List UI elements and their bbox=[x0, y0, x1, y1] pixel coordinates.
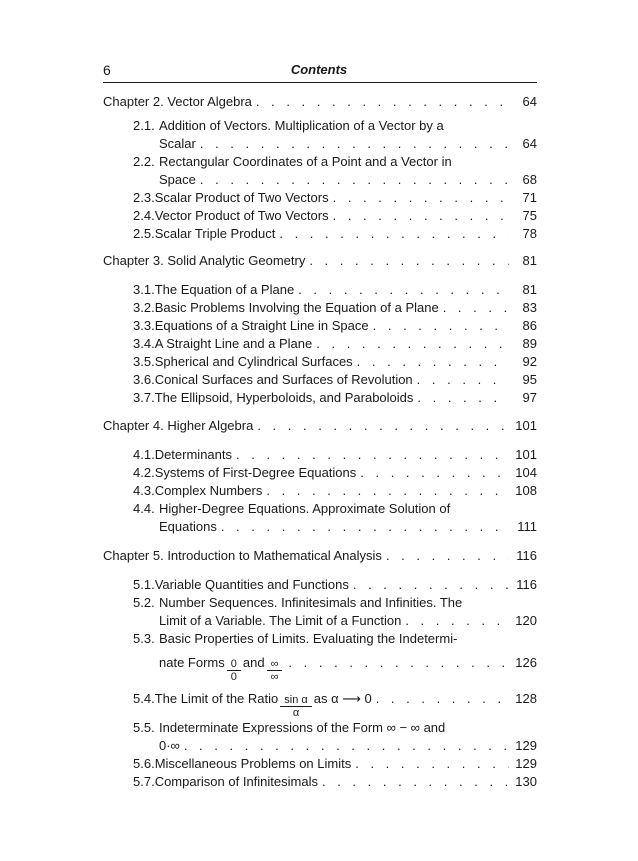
leader-dots bbox=[236, 446, 509, 464]
section-number: 4.2. bbox=[133, 465, 155, 480]
section-title-line1: Number Sequences. Infinitesimals and Infinities. The bbox=[159, 595, 463, 610]
page-ref: 64 bbox=[522, 94, 537, 109]
section-number: 5.2. bbox=[133, 595, 155, 610]
section-5-3[interactable] bbox=[103, 630, 537, 683]
fraction-numerator: sin α bbox=[284, 694, 308, 706]
leader-dots bbox=[355, 755, 509, 773]
section-title: Basic Problems Involving the Equation of a Plane bbox=[154, 300, 439, 315]
section-title-line1: Rectangular Coordinates of a Point and a Vector in bbox=[159, 154, 452, 169]
chapter-4-entry[interactable] bbox=[103, 417, 537, 435]
fraction-denominator: α bbox=[292, 707, 300, 719]
section-title-line1: Basic Properties of Limits. Evaluating the Indetermi- bbox=[159, 631, 458, 646]
page-ref: 86 bbox=[522, 318, 537, 333]
section-3-1[interactable] bbox=[103, 281, 537, 299]
section-4-4[interactable] bbox=[103, 500, 537, 536]
leader-dots bbox=[405, 612, 509, 630]
page-ref: 128 bbox=[515, 691, 537, 706]
section-number: 4.1. bbox=[133, 447, 155, 462]
leader-dots bbox=[333, 207, 509, 225]
chapter-3-block bbox=[103, 252, 537, 407]
section-2-3[interactable] bbox=[103, 189, 537, 207]
page-ref: 75 bbox=[522, 208, 537, 223]
section-number: 2.4. bbox=[133, 208, 155, 223]
leader-dots bbox=[279, 225, 509, 243]
leader-dots bbox=[357, 353, 509, 371]
page-ref: 71 bbox=[522, 190, 537, 205]
leader-dots bbox=[200, 171, 509, 189]
page-ref: 120 bbox=[515, 613, 537, 628]
leader-dots bbox=[322, 773, 509, 791]
section-5-2[interactable] bbox=[103, 594, 537, 630]
page-ref: 64 bbox=[522, 136, 537, 151]
leader-dots bbox=[257, 417, 509, 435]
leader-dots bbox=[376, 683, 509, 715]
page-ref: 126 bbox=[515, 655, 537, 670]
chapter-2-entry[interactable] bbox=[103, 93, 537, 111]
section-5-4[interactable] bbox=[103, 683, 537, 719]
section-3-4[interactable] bbox=[103, 335, 537, 353]
fraction-sin-alpha-over-alpha bbox=[282, 694, 309, 719]
leader-dots bbox=[417, 371, 509, 389]
page-ref: 78 bbox=[522, 226, 537, 241]
section-title-line1: Higher-Degree Equations. Approximate Solution of bbox=[159, 501, 451, 516]
page-number: 6 bbox=[103, 62, 111, 78]
leader-dots bbox=[221, 518, 509, 536]
section-3-5[interactable] bbox=[103, 353, 537, 371]
section-title: Variable Quantities and Functions bbox=[154, 577, 349, 592]
section-number: 2.5. bbox=[133, 226, 155, 241]
chapter-title: Chapter 3. Solid Analytic Geometry bbox=[103, 253, 306, 268]
section-number: 2.3. bbox=[133, 190, 155, 205]
section-5-6[interactable] bbox=[103, 755, 537, 773]
page-ref: 81 bbox=[522, 282, 537, 297]
section-number: 3.5. bbox=[133, 354, 155, 369]
section-3-3[interactable] bbox=[103, 317, 537, 335]
page-ref: 95 bbox=[522, 372, 537, 387]
section-title: Equations of a Straight Line in Space bbox=[154, 318, 369, 333]
section-title-line2: Space bbox=[159, 172, 196, 187]
running-head-title: Contents bbox=[290, 62, 348, 77]
section-5-7[interactable] bbox=[103, 773, 537, 791]
fraction-numerator: 0 bbox=[230, 658, 237, 670]
section-number: 5.7. bbox=[133, 774, 155, 789]
page-ref: 130 bbox=[515, 774, 537, 789]
section-number: 2.2. bbox=[133, 154, 155, 169]
leader-dots bbox=[316, 335, 509, 353]
section-number: 3.4. bbox=[133, 336, 155, 351]
section-title-line2: 0·∞ bbox=[159, 738, 180, 753]
fraction-zero-over-zero bbox=[229, 658, 239, 683]
section-number: 2.1. bbox=[133, 118, 155, 133]
page-ref: 111 bbox=[517, 519, 537, 534]
page-ref: 116 bbox=[516, 577, 537, 592]
section-title-line2: nate Forms bbox=[159, 655, 225, 670]
chapter-title: Chapter 4. Higher Algebra bbox=[103, 418, 254, 433]
page-ref: 129 bbox=[515, 756, 537, 771]
section-title-line2: Equations bbox=[159, 519, 217, 534]
leader-dots bbox=[360, 464, 509, 482]
section-2-4[interactable] bbox=[103, 207, 537, 225]
chapter-2-block bbox=[103, 93, 537, 243]
leader-dots bbox=[298, 281, 509, 299]
leader-dots bbox=[288, 648, 509, 678]
page-ref: 83 bbox=[522, 300, 537, 315]
section-title: The Equation of a Plane bbox=[154, 282, 295, 297]
section-title: The Ellipsoid, Hyperboloids, and Paraboloids bbox=[154, 390, 414, 405]
section-3-6[interactable] bbox=[103, 371, 537, 389]
section-title: Scalar Product of Two Vectors bbox=[154, 190, 329, 205]
leader-dots bbox=[256, 93, 509, 111]
fraction-denominator: 0 bbox=[230, 671, 237, 683]
section-number: 3.3. bbox=[133, 318, 155, 333]
page-ref: 81 bbox=[522, 253, 537, 268]
page-ref: 101 bbox=[515, 418, 537, 433]
chapter-title: Chapter 2. Vector Algebra bbox=[103, 94, 252, 109]
leader-dots bbox=[333, 189, 509, 207]
section-title-line2: Limit of a Variable. The Limit of a Function bbox=[159, 613, 402, 628]
section-number: 5.3. bbox=[133, 631, 155, 646]
leader-dots bbox=[417, 389, 509, 407]
leader-dots bbox=[386, 547, 509, 565]
leader-dots bbox=[353, 576, 509, 594]
section-title-suffix: as α ⟶ 0 bbox=[313, 691, 372, 706]
section-number: 3.6. bbox=[133, 372, 155, 387]
section-title: Conical Surfaces and Surfaces of Revolution bbox=[154, 372, 413, 387]
header-rule bbox=[103, 82, 537, 83]
fraction-inf-over-inf bbox=[269, 658, 281, 683]
page-ref: 92 bbox=[522, 354, 537, 369]
leader-dots bbox=[443, 299, 509, 317]
section-title: A Straight Line and a Plane bbox=[154, 336, 313, 351]
section-5-1[interactable] bbox=[103, 576, 537, 594]
chapter-3-entry[interactable] bbox=[103, 252, 537, 270]
section-4-2[interactable] bbox=[103, 464, 537, 482]
section-number: 3.1. bbox=[133, 282, 155, 297]
page-ref: 104 bbox=[515, 465, 537, 480]
and-word: and bbox=[242, 655, 265, 670]
chapter-4-block bbox=[103, 417, 537, 536]
section-number: 5.4. bbox=[133, 691, 155, 706]
section-title: The Limit of the Ratio bbox=[154, 691, 279, 706]
section-number: 4.3. bbox=[133, 483, 155, 498]
leader-dots bbox=[266, 482, 509, 500]
section-title: Complex Numbers bbox=[154, 483, 263, 498]
section-title: Vector Product of Two Vectors bbox=[154, 208, 329, 223]
page-ref: 129 bbox=[515, 738, 537, 753]
section-number: 5.1. bbox=[133, 577, 155, 592]
section-title-line1: Addition of Vectors. Multiplication of a Vector by a bbox=[159, 118, 444, 133]
page-ref: 68 bbox=[522, 172, 537, 187]
section-4-1[interactable] bbox=[103, 446, 537, 464]
section-title: Spherical and Cylindrical Surfaces bbox=[154, 354, 353, 369]
leader-dots bbox=[373, 317, 509, 335]
page-ref: 116 bbox=[516, 548, 537, 563]
section-2-1[interactable] bbox=[103, 117, 537, 153]
leader-dots bbox=[184, 737, 509, 755]
chapter-5-block bbox=[103, 547, 537, 791]
fraction-numerator: ∞ bbox=[270, 658, 279, 670]
fraction-denominator: ∞ bbox=[270, 671, 279, 683]
section-title: Scalar Triple Product bbox=[154, 226, 276, 241]
chapter-title: Chapter 5. Introduction to Mathematical Analysis bbox=[103, 548, 382, 563]
section-number: 3.2. bbox=[133, 300, 155, 315]
section-title: Systems of First-Degree Equations bbox=[154, 465, 357, 480]
section-title: Determinants bbox=[154, 447, 232, 462]
section-number: 3.7. bbox=[133, 390, 155, 405]
chapter-5-entry[interactable] bbox=[103, 547, 537, 565]
section-number: 5.5. bbox=[133, 720, 155, 735]
section-title: Miscellaneous Problems on Limits bbox=[154, 756, 352, 771]
section-2-2[interactable] bbox=[103, 153, 537, 189]
section-title-line1: Indeterminate Expressions of the Form ∞ − ∞ and bbox=[159, 720, 446, 735]
page-ref: 108 bbox=[515, 483, 537, 498]
page-ref: 97 bbox=[522, 390, 537, 405]
leader-dots bbox=[200, 135, 509, 153]
section-number: 4.4. bbox=[133, 501, 155, 516]
section-3-7[interactable] bbox=[103, 389, 537, 407]
section-title-line2: Scalar bbox=[159, 136, 196, 151]
section-3-2[interactable] bbox=[103, 299, 537, 317]
page-ref: 101 bbox=[515, 447, 537, 462]
section-2-5[interactable] bbox=[103, 225, 537, 243]
section-number: 5.6. bbox=[133, 756, 155, 771]
section-5-5[interactable] bbox=[103, 719, 537, 755]
section-title: Comparison of Infinitesimals bbox=[154, 774, 318, 789]
leader-dots bbox=[309, 252, 509, 270]
page-ref: 89 bbox=[522, 336, 537, 351]
section-4-3[interactable] bbox=[103, 482, 537, 500]
